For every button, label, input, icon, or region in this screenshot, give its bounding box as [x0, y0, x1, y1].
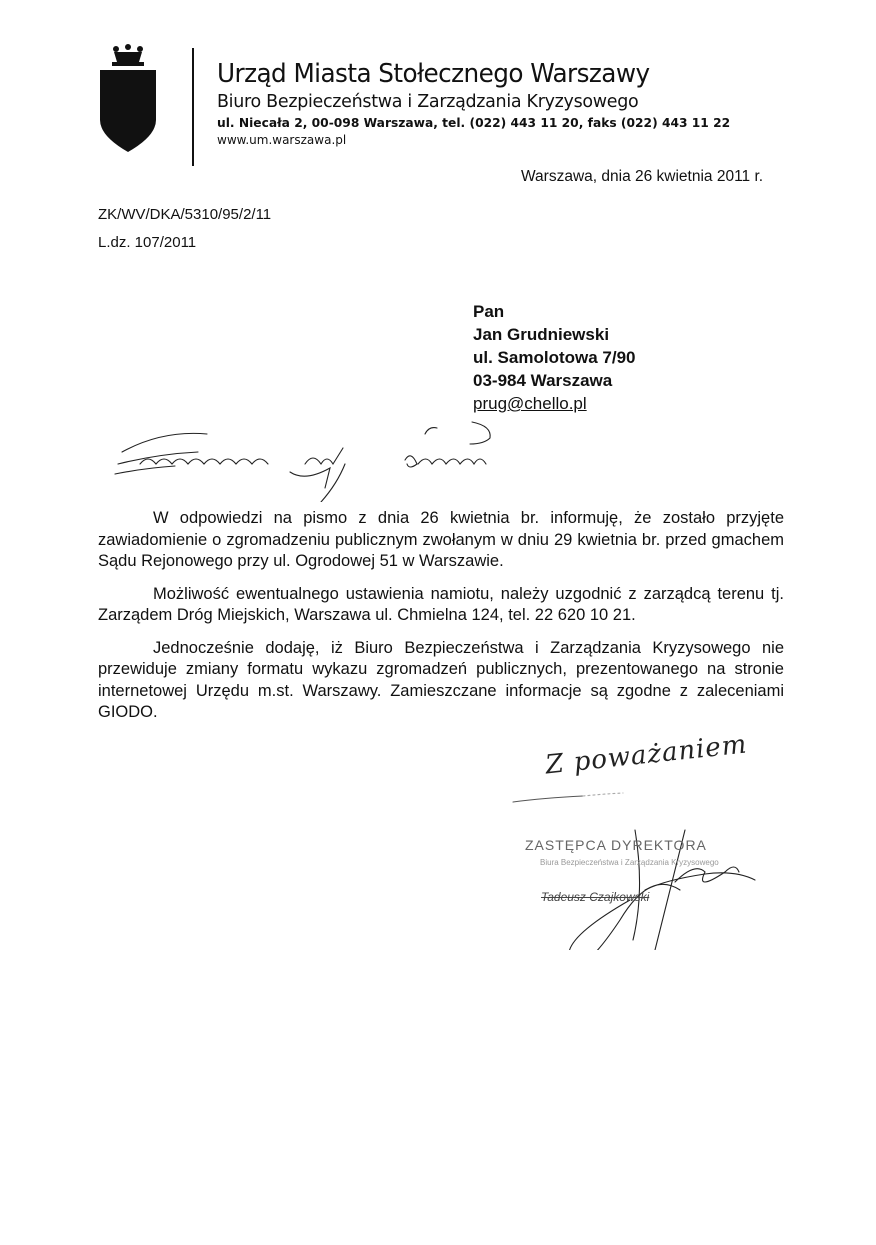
- case-number: ZK/WV/DKA/5310/95/2/11: [98, 206, 272, 223]
- signature-block: [505, 730, 845, 950]
- stamp-title: ZASTĘPCA DYREKTORA: [525, 837, 707, 853]
- recipient-name: Jan Grudniewski: [473, 325, 610, 344]
- body-paragraph-3: Jednocześnie dodaję, iż Biuro Bezpieczeństwa i Zarządzania Kryzysowego nie przewiduje zmiany formatu wykazu zgromadzeń publicznych, prezentowanego na stronie internetowej Urzędu m.st. Warszawy. Zamieszczane informacje są zgodne z zaleceniami GIODO.: [98, 638, 784, 721]
- recipient-city: 03-984 Warszawa: [473, 371, 613, 390]
- handwritten-greeting: [100, 412, 530, 502]
- institution-name: Urząd Miasta Stołecznego Warszawy: [217, 59, 650, 89]
- recipient-street: ul. Samolotowa 7/90: [473, 348, 636, 367]
- journal-number: L.dz. 107/2011: [98, 234, 197, 251]
- letter-body: [98, 508, 784, 735]
- recipient-address: [473, 300, 636, 415]
- letter-date: Warszawa, dnia 26 kwietnia 2011 r.: [521, 168, 764, 185]
- stamp-subtitle: Biura Bezpieczeństwa i Zarządzania Kryzysowego: [540, 858, 719, 867]
- recipient-salutation: Pan: [473, 302, 505, 321]
- letterhead: [217, 58, 741, 148]
- closing-handwritten: Z poważaniem: [543, 729, 749, 781]
- warsaw-crest-logo: [96, 44, 160, 154]
- institution-address: ul. Niecała 2, 00-098 Warszawa, tel. (022) 443 11 20, faks (022) 443 11 22: [217, 115, 731, 130]
- recipient-email[interactable]: prug@chello.pl: [473, 394, 587, 413]
- institution-website[interactable]: www.um.warszawa.pl: [217, 133, 347, 147]
- stamp-name: Tadeusz Czajkowski: [541, 890, 650, 904]
- header-divider: [192, 48, 194, 166]
- body-paragraph-2: Możliwość ewentualnego ustawienia namiotu, należy uzgodnić z zarządcą terenu tj. Zarządem Dróg Miejskich, Warszawa ul. Chmielna 124, tel. 22 620 10 21.: [98, 584, 784, 624]
- department-name: Biuro Bezpieczeństwa i Zarządzania Kryzysowego: [217, 91, 639, 112]
- body-paragraph-1: W odpowiedzi na pismo z dnia 26 kwietnia br. informuję, że zostało przyjęte zawiadomienie o zgromadzeniu publicznym zwołanym w dniu 29 kwietnia br. przed gmachem Sądu Rejonowego przy ul. Ogrodowej 51 w Warszawie.: [98, 509, 784, 570]
